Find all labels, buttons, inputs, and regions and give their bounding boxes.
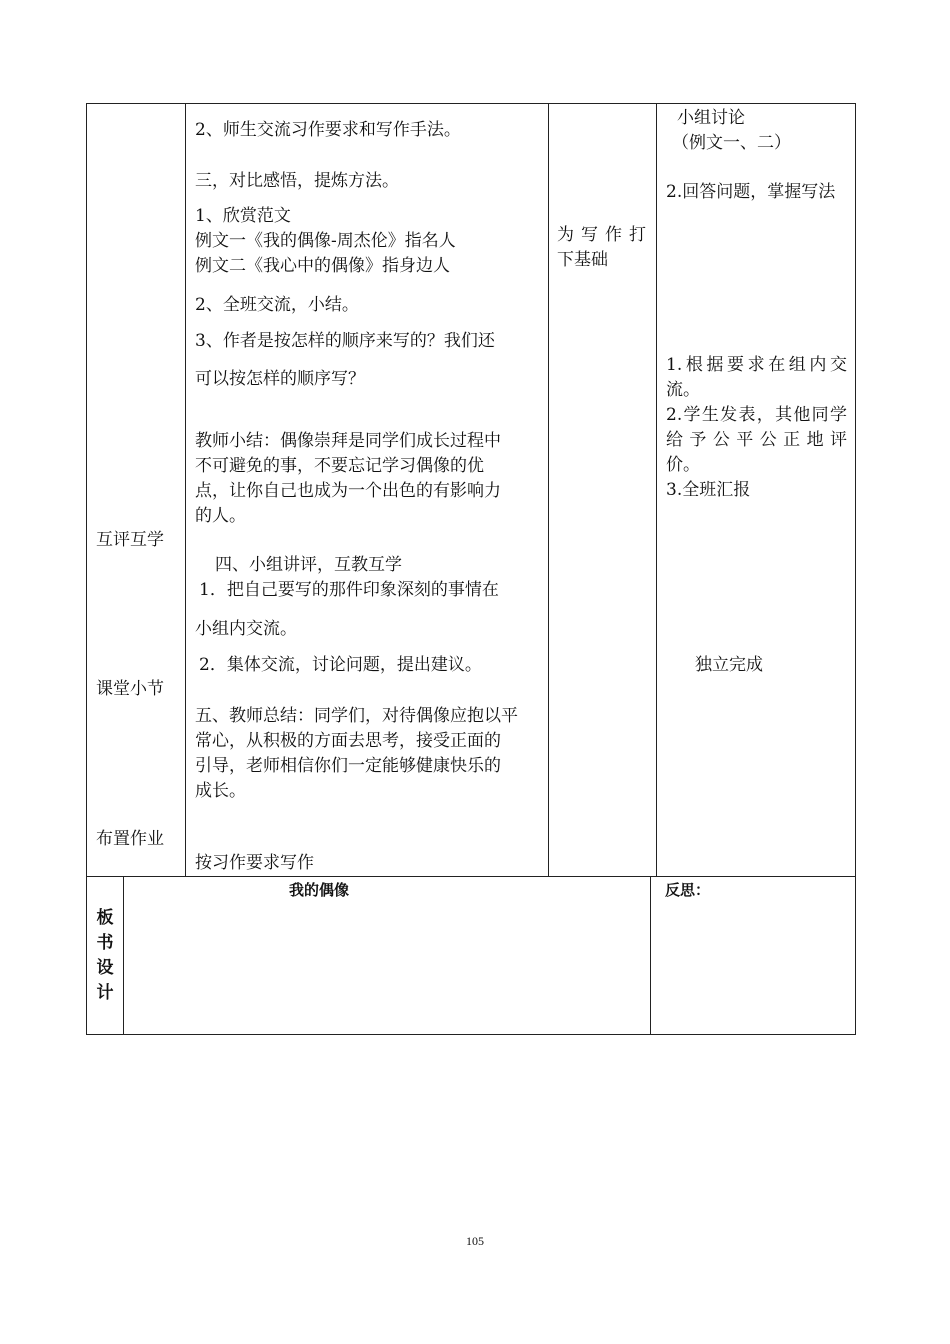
column-divider bbox=[548, 104, 549, 876]
stage-label-peer-review: 互评互学 bbox=[96, 530, 164, 550]
teacher-summary-line: 的人。 bbox=[195, 506, 246, 526]
student-activity: 价。 bbox=[666, 455, 700, 475]
step-heading: 三，对比感悟，提炼方法。 bbox=[195, 171, 399, 191]
teacher-conclusion-line: 五、教师总结：同学们，对待偶像应抱以平 bbox=[195, 706, 518, 726]
purpose-line: 为写作打 bbox=[557, 225, 646, 245]
student-activity: 2.回答问题，掌握写法 bbox=[666, 182, 836, 202]
board-title: 我的偶像 bbox=[289, 881, 350, 899]
column-divider bbox=[123, 877, 124, 1034]
column-divider bbox=[650, 877, 651, 1034]
board-design-table bbox=[86, 876, 856, 1035]
student-activity: 独立完成 bbox=[695, 655, 763, 675]
column-divider bbox=[185, 104, 186, 876]
step-text: 1．把自己要写的那件印象深刻的事情在 bbox=[199, 580, 499, 600]
step-text: 例文一《我的偶像-周杰伦》指名人 bbox=[195, 231, 456, 251]
board-design-label-char: 书 bbox=[96, 933, 114, 953]
purpose-line: 下基础 bbox=[557, 250, 608, 270]
student-activity: 流。 bbox=[666, 380, 700, 400]
homework-text: 按习作要求写作 bbox=[195, 853, 314, 873]
board-design-label-char: 板 bbox=[96, 908, 114, 928]
board-design-label-char: 计 bbox=[96, 983, 114, 1003]
step-heading: 四、小组讲评，互教互学 bbox=[215, 555, 402, 575]
reflection-label: 反思： bbox=[665, 881, 711, 899]
step-text: 2．集体交流，讨论问题，提出建议。 bbox=[199, 655, 482, 675]
teacher-conclusion-line: 成长。 bbox=[195, 781, 246, 801]
student-activity: 3.全班汇报 bbox=[666, 480, 751, 500]
student-activity: （例文一、二） bbox=[672, 133, 791, 153]
step-text: 3、作者是按怎样的顺序来写的？我们还 bbox=[195, 331, 495, 351]
stage-label-summary: 课堂小节 bbox=[96, 679, 164, 699]
step-text: 小组内交流。 bbox=[195, 619, 297, 639]
step-text: 2、师生交流习作要求和写作手法。 bbox=[195, 120, 461, 140]
teacher-conclusion-line: 常心，从积极的方面去思考，接受正面的 bbox=[195, 731, 501, 751]
step-text: 可以按怎样的顺序写？ bbox=[195, 369, 365, 389]
teacher-summary-line: 教师小结：偶像崇拜是同学们成长过程中 bbox=[195, 431, 501, 451]
stage-label-homework: 布置作业 bbox=[96, 829, 164, 849]
step-text: 2、全班交流，小结。 bbox=[195, 295, 359, 315]
student-activity: 1.根据要求在组内交 bbox=[666, 355, 847, 375]
step-text: 1、欣赏范文 bbox=[195, 206, 291, 226]
board-design-label-char: 设 bbox=[96, 958, 114, 978]
teacher-summary-line: 不可避免的事，不要忘记学习偶像的优 bbox=[195, 456, 484, 476]
student-activity: 2.学生发表，其他同学 bbox=[666, 405, 847, 425]
student-activity: 小组讨论 bbox=[677, 108, 745, 128]
teacher-conclusion-line: 引导，老师相信你们一定能够健康快乐的 bbox=[195, 756, 501, 776]
teacher-summary-line: 点，让你自己也成为一个出色的有影响力 bbox=[195, 481, 501, 501]
column-divider bbox=[656, 104, 657, 876]
step-text: 例文二《我心中的偶像》指身边人 bbox=[195, 256, 450, 276]
page-number: 105 bbox=[466, 1234, 484, 1248]
student-activity: 给予公平公正地评 bbox=[666, 430, 847, 450]
